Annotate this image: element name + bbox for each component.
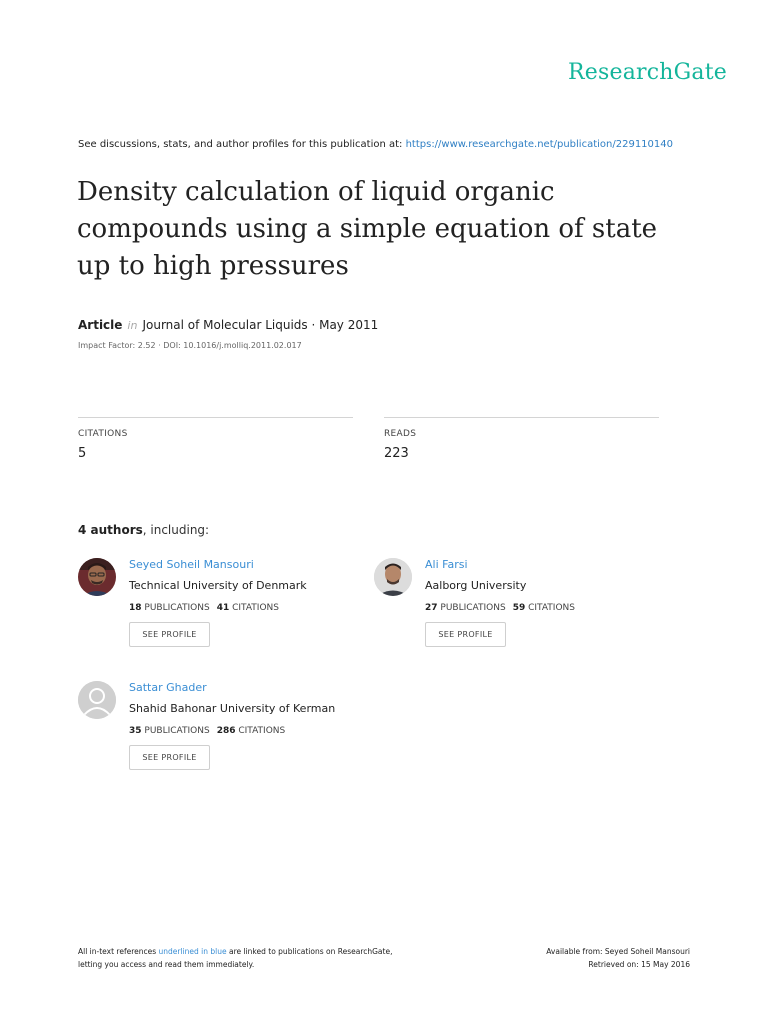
authors-header (78, 523, 209, 537)
article-title: Density calculation of liquid organic compounds using a simple equation of state up to high pressures (77, 177, 658, 281)
citations-value: 5 (78, 446, 87, 461)
publications-count: 27 (425, 603, 438, 613)
see-profile-button[interactable]: SEE PROFILE (425, 622, 506, 647)
author-card (78, 558, 368, 668)
footer-line-1 (78, 945, 392, 958)
publications-label: PUBLICATIONS (144, 603, 210, 613)
underlined-in-blue: underlined in blue (158, 947, 227, 956)
author-name[interactable]: Seyed Soheil Mansouri (129, 558, 254, 571)
publications-label: PUBLICATIONS (440, 603, 506, 613)
in-word: in (127, 319, 138, 332)
citations-count: 41 (216, 603, 230, 613)
citations-count-label: CITATIONS (238, 726, 286, 736)
see-profile-button[interactable]: SEE PROFILE (129, 745, 210, 770)
author-institution: Aalborg University (425, 579, 527, 592)
article-type: Article (78, 318, 123, 332)
user-placeholder-icon (78, 681, 116, 719)
discussion-notice (78, 139, 673, 150)
publications-count: 35 (129, 726, 142, 736)
footer-text: are linked to publications on ResearchGate, (226, 947, 393, 956)
author-stats (425, 603, 575, 613)
author-photo-icon (374, 558, 412, 596)
discussion-text: See discussions, stats, and author profiles for this publication at: (78, 139, 406, 150)
publications-count: 18 (129, 603, 142, 613)
avatar[interactable] (78, 681, 116, 719)
author-card (374, 558, 664, 668)
see-profile-button[interactable]: SEE PROFILE (129, 622, 210, 647)
reads-value: 223 (384, 446, 409, 461)
footer-text: All in-text references (78, 947, 159, 956)
impact-doi: Impact Factor: 2.52 · DOI: 10.1016/j.molliq.2011.02.017 (78, 341, 302, 350)
reads-stat (384, 417, 659, 461)
researchgate-logo[interactable]: ResearchGate (568, 60, 727, 85)
citations-count: 286 (216, 726, 236, 736)
avatar[interactable] (78, 558, 116, 596)
journal-date: Journal of Molecular Liquids · May 2011 (142, 318, 379, 332)
available-from: Available from: Seyed Soheil Mansouri (546, 947, 690, 956)
avatar[interactable] (374, 558, 412, 596)
author-institution: Technical University of Denmark (129, 579, 307, 592)
citations-count-label: CITATIONS (232, 603, 279, 613)
footer-note (78, 945, 392, 971)
authors-including: , including: (142, 523, 210, 537)
publications-label: PUBLICATIONS (144, 726, 210, 736)
publication-line (78, 318, 378, 332)
footer-line-2: letting you access and read them immediately. (78, 960, 255, 969)
author-name[interactable]: Ali Farsi (425, 558, 468, 571)
citations-count: 59 (512, 603, 526, 613)
author-institution: Shahid Bahonar University of Kerman (129, 702, 336, 715)
retrieved-on: Retrieved on: 15 May 2016 (588, 960, 690, 969)
reads-label: READS (384, 429, 417, 439)
authors-count: 4 authors (78, 523, 143, 537)
publication-link[interactable]: https://www.researchgate.net/publication/229110140 (405, 139, 673, 150)
citations-stat (78, 417, 353, 461)
author-photo-icon (78, 558, 116, 596)
citations-count-label: CITATIONS (528, 603, 575, 613)
author-stats (129, 726, 285, 736)
footer-availability (546, 945, 690, 971)
citations-label: CITATIONS (78, 429, 128, 439)
author-stats (129, 603, 279, 613)
author-card (78, 681, 368, 791)
author-name[interactable]: Sattar Ghader (129, 681, 207, 694)
